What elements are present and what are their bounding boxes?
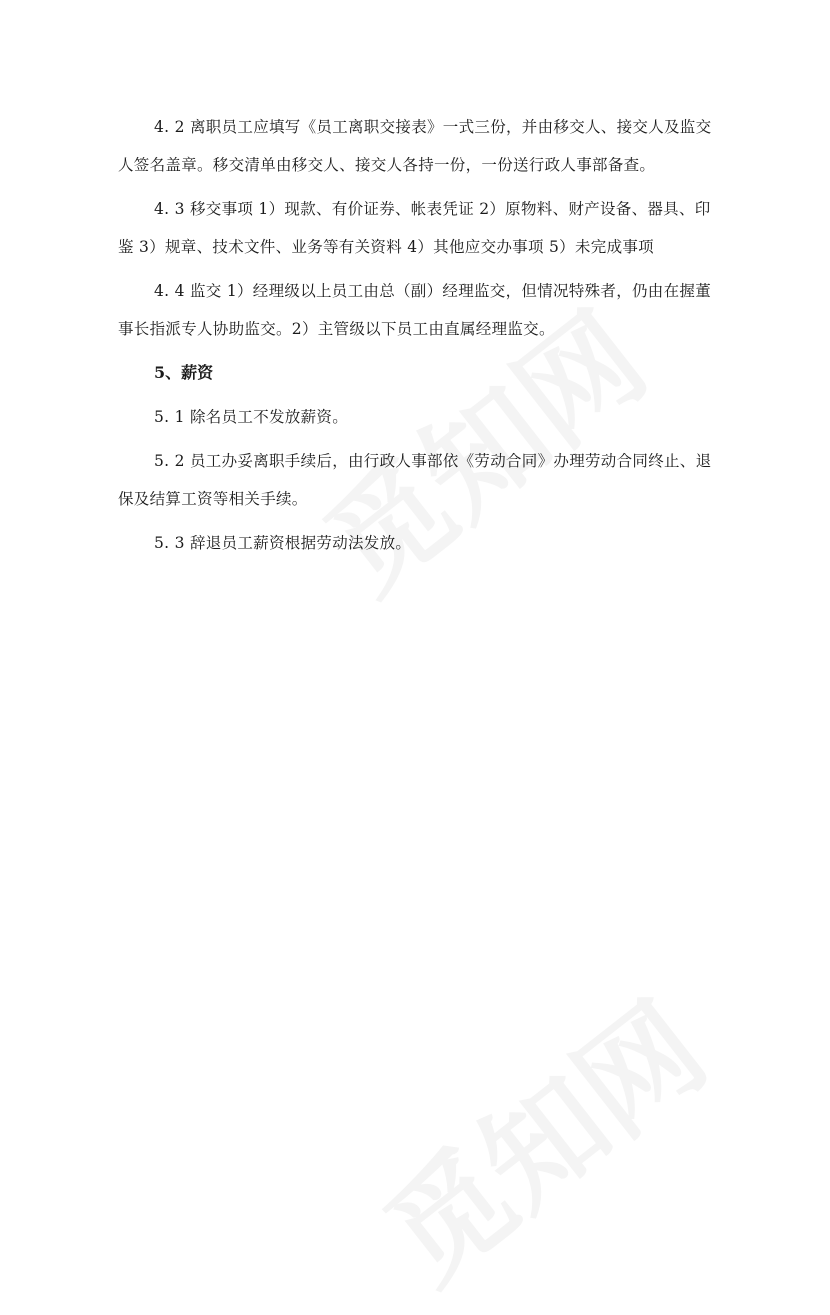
paragraph-5-3: 5. 3 辞退员工薪资根据劳动法发放。: [154, 534, 412, 552]
section-heading-5: 5、薪资: [154, 363, 214, 382]
watermark-bottom: [345, 957, 735, 1314]
paragraph-4-2: 4. 2 离职员工应填写《员工离职交接表》一式三份，并由移交人、接交人及监交人签名盖章。移交清单由移交人、接交人各持一份，一份送行政人事部备查。: [118, 118, 712, 174]
paragraph-5-1: 5. 1 除名员工不发放薪资。: [154, 408, 349, 426]
paragraph-4-4: 4. 4 监交 1）经理级以上员工由总（副）经理监交，但情况特殊者，仍由在握董事长指派专人协助监交。2）主管级以下员工由直属经理监交。: [118, 282, 711, 338]
paragraph-5-2: 5. 2 员工办妥离职手续后，由行政人事部依《劳动合同》办理劳动合同终止、退保及结算工资等相关手续。: [118, 452, 712, 508]
document-body: [118, 108, 718, 568]
paragraph-4-3: 4. 3 移交事项 1）现款、有价证券、帐表凭证 2）原物料、财产设备、器具、印鉴 3）规章、技术文件、业务等有关资料 4）其他应交办事项 5）未完成事项: [118, 200, 711, 256]
